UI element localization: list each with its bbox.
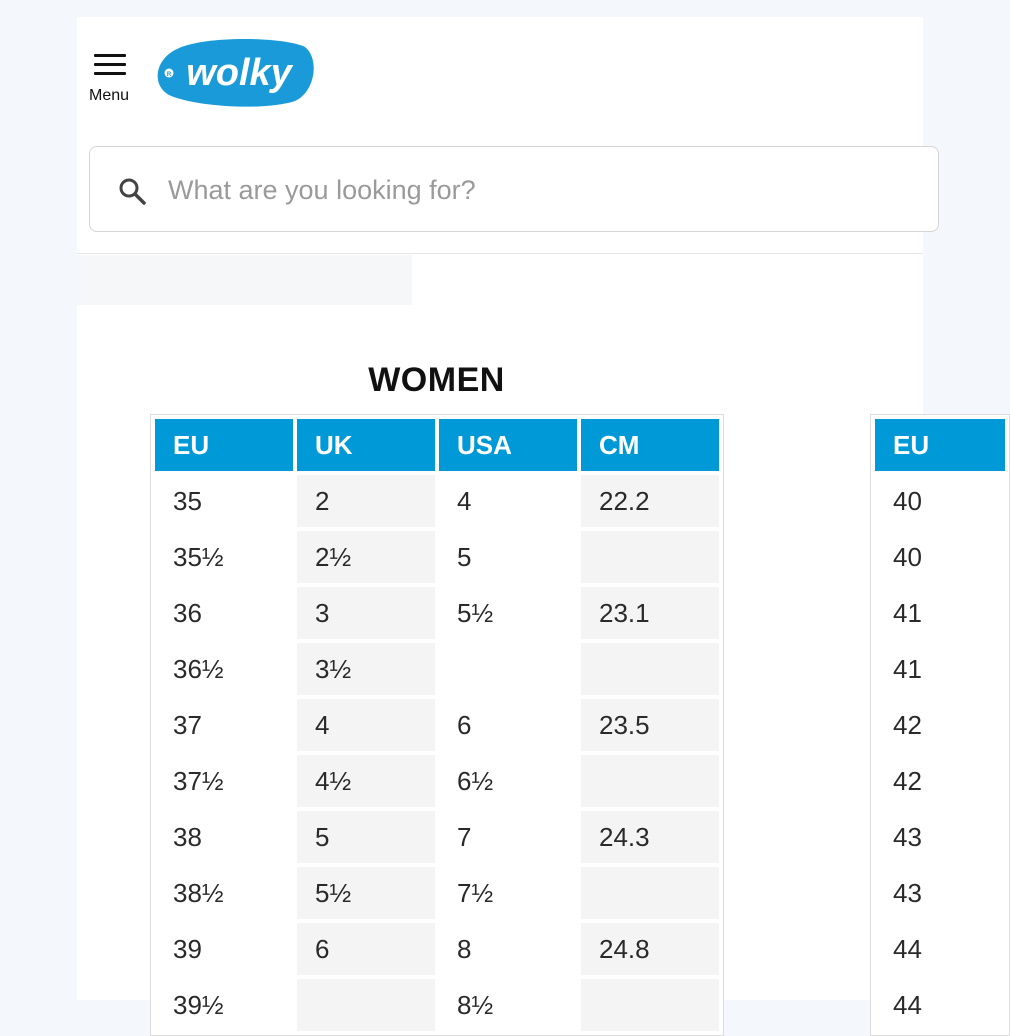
cell-eu: 40 (893, 541, 922, 572)
column-header-cm: CM (581, 419, 719, 471)
cell-uk: 4 (297, 699, 435, 751)
table-row (155, 587, 719, 639)
menu-button[interactable] (85, 51, 133, 107)
column-header-uk: UK (297, 419, 435, 471)
cell-eu: 38 (155, 811, 293, 863)
table-header-row (155, 419, 719, 471)
table-row (155, 923, 719, 975)
table-row (875, 531, 1005, 583)
table-row (875, 587, 1005, 639)
column-header-eu: EU (155, 419, 293, 471)
table-row (875, 643, 1005, 695)
cell-eu: 36½ (155, 643, 293, 695)
cell-usa: 4 (439, 475, 577, 527)
cell-uk: 3 (297, 587, 435, 639)
cell-uk (297, 979, 435, 1031)
cell-cm: 24.8 (581, 923, 719, 975)
cell-eu: 44 (893, 989, 922, 1020)
cell-usa: 7 (439, 811, 577, 863)
cell-uk: 5 (297, 811, 435, 863)
cell-cm: 24.3 (581, 811, 719, 863)
cell-cm (581, 643, 719, 695)
cell-usa: 5 (439, 531, 577, 583)
cell-cm (581, 979, 719, 1031)
cell-uk: 2 (297, 475, 435, 527)
logo-registered-mark: R (166, 72, 172, 78)
search-input[interactable] (166, 169, 870, 211)
cell-uk: 6 (297, 923, 435, 975)
table-row (875, 867, 1005, 919)
cell-uk: 5½ (297, 867, 435, 919)
cell-eu: 39½ (155, 979, 293, 1031)
table-row (155, 699, 719, 751)
cell-eu: 36 (155, 587, 293, 639)
cell-eu: 39 (155, 923, 293, 975)
table-row (155, 531, 719, 583)
table-row (875, 811, 1005, 863)
cell-uk: 4½ (297, 755, 435, 807)
cell-cm: 22.2 (581, 475, 719, 527)
cell-usa (439, 643, 577, 695)
cell-eu: 41 (893, 597, 922, 628)
gray-strip (77, 255, 412, 305)
wolky-logo[interactable] (155, 37, 315, 109)
cell-cm (581, 867, 719, 919)
cell-uk: 3½ (297, 643, 435, 695)
cell-usa: 5½ (439, 587, 577, 639)
cell-cm: 23.1 (581, 587, 719, 639)
search-bar[interactable] (89, 146, 939, 232)
cell-uk: 2½ (297, 531, 435, 583)
cell-eu: 43 (893, 877, 922, 908)
cell-usa: 6 (439, 699, 577, 751)
table-row (875, 923, 1005, 975)
table-row (155, 643, 719, 695)
cell-eu: 41 (893, 653, 922, 684)
menu-label: Menu (88, 87, 130, 104)
cell-cm (581, 755, 719, 807)
cell-usa: 8 (439, 923, 577, 975)
table-header-row (875, 419, 1005, 471)
cell-eu: 43 (893, 821, 922, 852)
cell-usa: 7½ (439, 867, 577, 919)
cell-eu: 42 (893, 765, 922, 796)
page (77, 17, 930, 1020)
second-size-table (870, 414, 1010, 1036)
hamburger-icon[interactable] (94, 54, 126, 74)
cell-eu: 35 (155, 475, 293, 527)
women-title: WOMEN (368, 361, 505, 399)
column-header-eu: EU (875, 419, 1005, 471)
women-size-table (150, 414, 724, 1036)
search-icon[interactable] (118, 177, 146, 205)
cell-eu: 44 (893, 933, 922, 964)
cell-eu: 37½ (155, 755, 293, 807)
column-header-usa: USA (439, 419, 577, 471)
cell-cm: 23.5 (581, 699, 719, 751)
table-row (875, 755, 1005, 807)
cell-cm (581, 531, 719, 583)
table-row (155, 811, 719, 863)
table-row (875, 979, 1005, 1031)
table-row (155, 475, 719, 527)
cell-eu: 37 (155, 699, 293, 751)
cell-usa: 8½ (439, 979, 577, 1031)
table-row (155, 867, 719, 919)
table-row (875, 475, 1005, 527)
cell-eu: 40 (893, 485, 922, 516)
table-row (155, 755, 719, 807)
cell-usa: 6½ (439, 755, 577, 807)
table-row (875, 699, 1005, 751)
cell-eu: 42 (893, 709, 922, 740)
logo-text: wolky (186, 52, 292, 94)
cell-eu: 35½ (155, 531, 293, 583)
cell-eu: 38½ (155, 867, 293, 919)
header-divider (77, 253, 923, 254)
table-row (155, 979, 719, 1031)
